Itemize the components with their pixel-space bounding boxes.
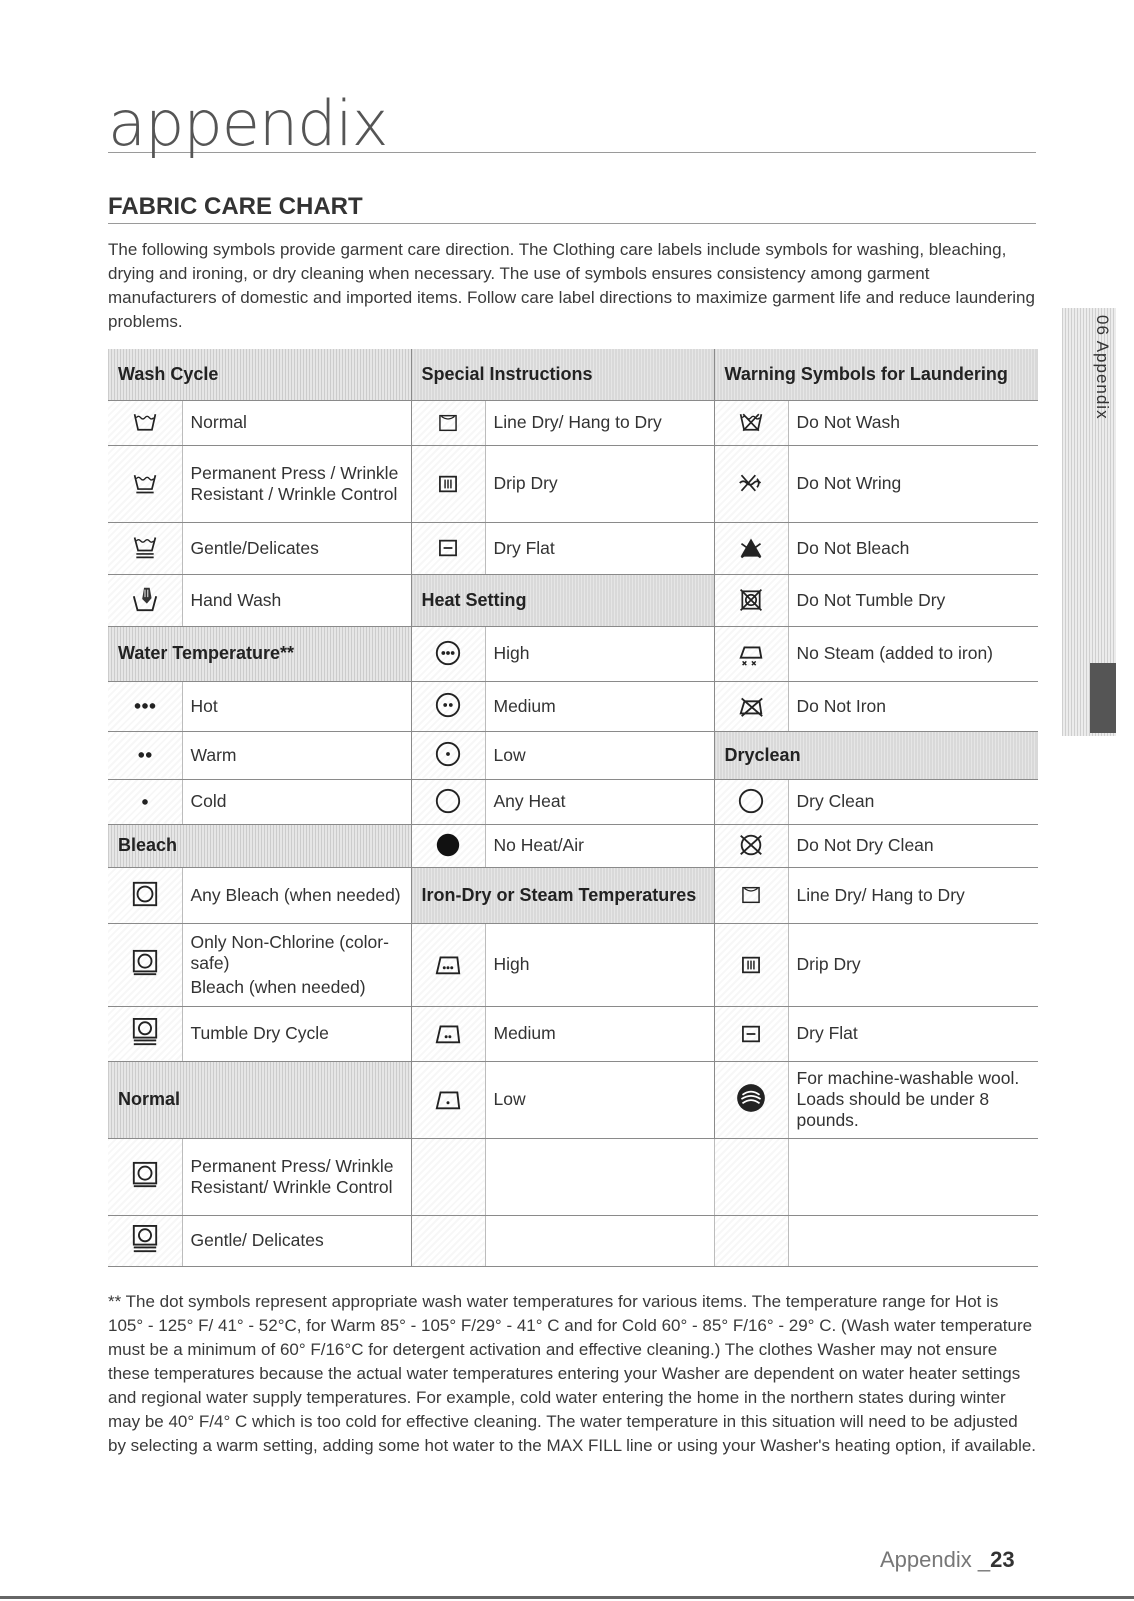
empty-icon-cell: [411, 1138, 485, 1215]
empty-icon-cell: [714, 1215, 788, 1266]
heat-any-label: Any Heat: [485, 779, 714, 824]
intro-paragraph: The following symbols provide garment care direction. The Clothing care labels include symbols for washing, bleaching, drying and ironing, or dry cleaning when necessary. The use of symbols ensures consistency among garment manufacturers of domestic and imported items. Follow care label directions to maximize garment life and reduce laundering problems.: [108, 240, 1035, 331]
wash-gentle-label: Gentle/Delicates: [182, 522, 411, 574]
non-chlorine-bleach-cell: [182, 923, 411, 1006]
side-tab-label: 06 Appendix: [1093, 315, 1112, 420]
table-row: [108, 867, 1038, 923]
iron-medium-icon: [428, 1016, 468, 1050]
do-not-wash-icon: [731, 405, 771, 439]
table-row: [108, 626, 1038, 681]
do-not-wring-label: Do Not Wring: [788, 445, 1038, 522]
header-special-instructions: Special Instructions: [411, 349, 714, 400]
table-row: [108, 1215, 1038, 1266]
do-not-bleach-icon: [731, 531, 771, 565]
normal-permanent-press-icon: [125, 1158, 165, 1192]
dryclean-line-dry-icon: [731, 878, 771, 912]
iron-high-label: High: [485, 923, 714, 1006]
table-row: [108, 400, 1038, 445]
wash-gentle-icon: [125, 530, 165, 564]
water-hot-icon: [125, 688, 165, 722]
header-water-temperature: Water Temperature**: [108, 626, 411, 681]
table-row: [108, 923, 1038, 1006]
do-not-iron-label: Do Not Iron: [788, 681, 1038, 731]
header-bleach: Bleach: [108, 824, 411, 867]
dryclean-line-dry-label: Line Dry/ Hang to Dry: [788, 867, 1038, 923]
do-not-iron-icon: [731, 688, 771, 722]
any-bleach-icon: [125, 877, 165, 911]
non-chlorine-bleach-line2: Bleach (when needed): [190, 976, 366, 997]
empty-text-cell: [788, 1138, 1038, 1215]
do-not-tumble-dry-label: Do Not Tumble Dry: [788, 574, 1038, 626]
do-not-wash-label: Do Not Wash: [788, 400, 1038, 445]
page-number-label: Appendix _: [880, 1547, 991, 1572]
normal-gentle-label: Gentle/ Delicates: [182, 1215, 411, 1266]
dryclean-dry-flat-icon: [731, 1017, 771, 1051]
table-row: [108, 1138, 1038, 1215]
heat-medium-icon: [428, 688, 468, 722]
header-wash-cycle: Wash Cycle: [108, 349, 411, 400]
drip-dry-label: Drip Dry: [485, 445, 714, 522]
heat-any-icon: [428, 784, 468, 818]
non-chlorine-bleach-line1: Only Non-Chlorine (color-safe): [190, 931, 389, 973]
table-row: [108, 445, 1038, 522]
tumble-dry-cycle-label: Tumble Dry Cycle: [182, 1006, 411, 1061]
line-dry-icon: [428, 406, 468, 440]
any-bleach-label: Any Bleach (when needed): [182, 867, 411, 923]
wash-normal-icon: [125, 405, 165, 439]
iron-medium-label: Medium: [485, 1006, 714, 1061]
tumble-dry-cycle-icon: [125, 1015, 165, 1049]
no-heat-air-icon: [428, 828, 468, 862]
empty-text-cell: [485, 1138, 714, 1215]
dry-clean-icon: [731, 784, 771, 818]
heat-medium-label: Medium: [485, 681, 714, 731]
header-normal: Normal: [108, 1061, 411, 1138]
header-warning-symbols: Warning Symbols for Laundering: [714, 349, 1038, 400]
iron-low-icon: [428, 1082, 468, 1116]
no-heat-air-label: No Heat/Air: [485, 824, 714, 867]
page-number: [880, 1547, 1015, 1573]
empty-icon-cell: [714, 1138, 788, 1215]
empty-icon-cell: [411, 1215, 485, 1266]
empty-text-cell: [788, 1215, 1038, 1266]
section-title: FABRIC CARE CHART: [108, 193, 1036, 224]
header-heat-setting: Heat Setting: [411, 574, 714, 626]
heat-low-icon: [428, 737, 468, 771]
water-cold-label: Cold: [182, 779, 411, 824]
normal-gentle-icon: [125, 1222, 165, 1256]
dryclean-dry-flat-label: Dry Flat: [788, 1006, 1038, 1061]
no-steam-label: No Steam (added to iron): [788, 626, 1038, 681]
do-not-dry-clean-icon: [731, 828, 771, 862]
table-row: [108, 1006, 1038, 1061]
heat-high-label: High: [485, 626, 714, 681]
iron-high-icon: [428, 947, 468, 981]
dry-flat-icon: [428, 531, 468, 565]
wash-normal-label: Normal: [182, 400, 411, 445]
page-heading: [108, 80, 1036, 160]
non-chlorine-bleach-icon: [125, 946, 165, 980]
table-row: [108, 349, 1038, 400]
wool-icon: [731, 1081, 771, 1115]
hand-wash-label: Hand Wash: [182, 574, 411, 626]
water-warm-label: Warm: [182, 731, 411, 779]
heat-high-icon: [428, 636, 468, 670]
bottom-rule: [0, 1596, 1134, 1599]
heat-low-label: Low: [485, 731, 714, 779]
wash-permanent-press-icon: [125, 466, 165, 500]
table-row: [108, 522, 1038, 574]
do-not-bleach-label: Do Not Bleach: [788, 522, 1038, 574]
header-iron-temperatures: Iron-Dry or Steam Temperatures: [411, 867, 714, 923]
water-cold-icon: [125, 784, 165, 818]
page-heading-text: appendix: [108, 87, 388, 160]
table-row: [108, 779, 1038, 824]
normal-permanent-press-label: Permanent Press/ Wrinkle Resistant/ Wrinkle Control: [182, 1138, 411, 1215]
water-warm-icon: [125, 737, 165, 771]
table-row: [108, 574, 1038, 626]
dryclean-drip-dry-icon: [731, 948, 771, 982]
wool-label: For machine-washable wool. Loads should be under 8 pounds.: [788, 1061, 1038, 1138]
no-steam-icon: [731, 636, 771, 670]
page-number-value: 23: [990, 1547, 1015, 1572]
do-not-dry-clean-label: Do Not Dry Clean: [788, 824, 1038, 867]
side-tab-marker: [1090, 663, 1116, 733]
drip-dry-icon: [428, 467, 468, 501]
dryclean-drip-dry-label: Drip Dry: [788, 923, 1038, 1006]
header-dryclean: Dryclean: [714, 731, 1038, 779]
hand-wash-icon: [125, 582, 165, 616]
table-row: [108, 824, 1038, 867]
wash-permanent-press-label: Permanent Press / Wrinkle Resistant / Wrinkle Control: [182, 445, 411, 522]
fabric-care-table: [108, 349, 1038, 1267]
do-not-tumble-dry-icon: [731, 583, 771, 617]
line-dry-label: Line Dry/ Hang to Dry: [485, 400, 714, 445]
iron-low-label: Low: [485, 1061, 714, 1138]
do-not-wring-icon: [731, 466, 771, 500]
dry-clean-label: Dry Clean: [788, 779, 1038, 824]
water-hot-label: Hot: [182, 681, 411, 731]
footnote: ** The dot symbols represent appropriate wash water temperatures for various items. The temperature range for Hot is 105° - 125° F/ 41° - 52°C, for Warm 85° - 105° F/29° - 41° C and for Cold 60° - 85° F/16° - 29° C. (Wash water temperature must be a minimum of 60° F/16°C for detergent activation and effective cleaning.) The clothes Washer may not ensure these temperatures because the actual water temperatures entering your Washer are dependent on water heater settings and regional water supply temperatures. For example, cold water entering the home in the northern states during winter may be 40° F/4° C which is too cold for effective cleaning. The water temperature in this situation will need to be adjusted by selecting a warm setting, adding some hot water to the MAX FILL line or using your Washer's heating option, if available.: [108, 1292, 1037, 1455]
table-row: [108, 1061, 1038, 1138]
table-row: [108, 731, 1038, 779]
empty-text-cell: [485, 1215, 714, 1266]
table-row: [108, 681, 1038, 731]
dry-flat-label: Dry Flat: [485, 522, 714, 574]
